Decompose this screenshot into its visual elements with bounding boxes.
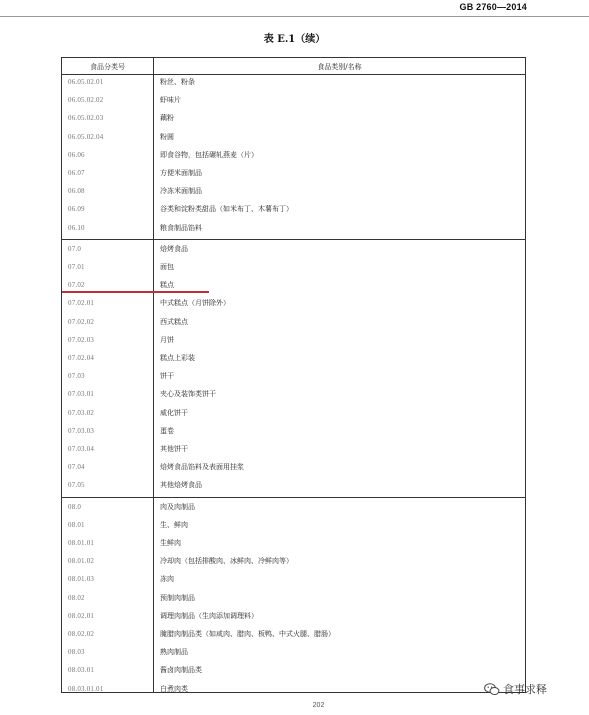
- table-row: [62, 423, 525, 440]
- table-row: [62, 590, 525, 607]
- column-header-code: 食品分类号: [90, 63, 125, 71]
- category-name: 冻肉: [160, 575, 174, 584]
- category-code: 06.07: [68, 169, 85, 177]
- header-rule: [0, 16, 589, 17]
- category-code: 07.01: [68, 263, 85, 271]
- table-row: [62, 662, 525, 679]
- table-row: [62, 295, 525, 312]
- category-name: 酱卤肉制品类: [160, 666, 202, 675]
- table-row: [62, 201, 525, 218]
- category-code: 06.08: [68, 187, 85, 196]
- category-code: 07.02.01: [68, 299, 95, 308]
- category-name: 虾味片: [160, 96, 181, 105]
- category-code: 08.01.02: [68, 557, 95, 566]
- category-code: 06.05.02.04: [68, 132, 104, 141]
- category-code: 07.04: [68, 463, 85, 472]
- category-name: 方便米面制品: [160, 169, 202, 177]
- table-title: 表 E.1（续）: [263, 34, 326, 45]
- table-row: [62, 608, 525, 625]
- table-row: [62, 241, 525, 258]
- highlight-underline: [62, 291, 209, 293]
- category-name: 生、鲜肉: [160, 520, 188, 529]
- category-name: 生鲜肉: [160, 539, 181, 547]
- category-code: 07.02.02: [68, 317, 95, 326]
- table-row: [62, 644, 525, 661]
- page-number: 202: [312, 702, 325, 709]
- category-name: 白煮肉类: [160, 684, 188, 693]
- category-code: 08.01.03: [68, 575, 95, 584]
- category-code: 06.05.02.01: [68, 78, 104, 86]
- table-header: [62, 58, 525, 75]
- category-code: 08.01: [68, 520, 85, 529]
- table-row: [62, 147, 525, 164]
- category-code: 07.05: [68, 481, 85, 490]
- table-row: [62, 332, 525, 349]
- category-code: 07.03.03: [68, 426, 95, 435]
- category-code: 08.02: [68, 593, 85, 602]
- category-code: 07.02.03: [68, 335, 95, 344]
- category-name: 熟肉制品: [160, 648, 188, 657]
- table-row: [62, 129, 525, 146]
- category-code: 07.03.01: [68, 390, 95, 399]
- category-name: 西式糕点: [160, 317, 188, 326]
- group-separator: [62, 239, 525, 240]
- category-name: 粉圆: [160, 132, 174, 141]
- category-name: 其他焙烤食品: [160, 481, 202, 490]
- category-name: 蛋卷: [160, 426, 174, 435]
- category-code: 07.03: [68, 372, 85, 381]
- column-header-name: 食品类别/名称: [317, 63, 362, 71]
- category-name: 藕粉: [160, 114, 174, 123]
- category-name: 饼干: [160, 372, 174, 381]
- category-name: 焙烤食品: [160, 244, 188, 253]
- table-row: [62, 259, 525, 276]
- category-code: 08.03.01.01: [68, 684, 104, 693]
- watermark: [484, 681, 547, 697]
- category-code: 06.06: [68, 150, 85, 159]
- table-row: [62, 350, 525, 367]
- group-separator: [62, 497, 525, 498]
- table-row: [62, 681, 525, 698]
- category-code: 08.02.01: [68, 611, 95, 620]
- category-code: 06.05.02.03: [68, 114, 104, 123]
- category-code: 08.01.01: [68, 539, 95, 547]
- category-name: 糕点上彩装: [160, 354, 195, 362]
- category-code: 07.02: [68, 281, 85, 290]
- category-code: 06.05.02.02: [68, 96, 104, 105]
- table-row: [62, 405, 525, 422]
- table-row: [62, 499, 525, 516]
- category-name: 粮食制品馅料: [160, 223, 202, 232]
- food-category-table: [61, 57, 526, 693]
- table-row: [62, 535, 525, 552]
- category-code: 07.02.04: [68, 354, 95, 362]
- category-code: 08.0: [68, 502, 82, 511]
- category-code: 08.03: [68, 648, 85, 657]
- table-row: [62, 477, 525, 494]
- table-row: [62, 165, 525, 182]
- category-name: 冷冻米面制品: [160, 187, 202, 196]
- table-row: [62, 183, 525, 200]
- category-name: 中式糕点（月饼除外）: [160, 299, 230, 308]
- table-row: [62, 220, 525, 237]
- category-code: 08.03.01: [68, 666, 95, 675]
- category-name: 谷类和淀粉类甜品（如米布丁、木薯布丁）: [160, 205, 293, 214]
- table-row: [62, 441, 525, 458]
- category-name: 面包: [160, 263, 174, 271]
- category-name: 糕点: [160, 281, 174, 290]
- category-code: 06.10: [68, 223, 85, 232]
- category-name: 冷却肉（包括排酸肉、冰鲜肉、冷鲜肉等）: [160, 557, 293, 566]
- category-name: 即食谷物，包括碾轧燕麦（片）: [160, 150, 258, 159]
- category-code: 06.09: [68, 205, 85, 214]
- watermark-text: 食事求释: [503, 683, 547, 696]
- category-name: 其他饼干: [160, 445, 188, 453]
- table-row: [62, 553, 525, 570]
- category-code: 07.03.04: [68, 445, 95, 453]
- table-row: [62, 110, 525, 127]
- table-row: [62, 92, 525, 109]
- category-name: 月饼: [160, 335, 174, 344]
- category-name: 威化饼干: [160, 408, 188, 417]
- table-row: [62, 459, 525, 476]
- category-name: 夹心及装饰类饼干: [160, 390, 216, 399]
- category-name: 粉丝、粉条: [160, 78, 195, 86]
- category-name: 预制肉制品: [160, 593, 195, 602]
- category-code: 07.0: [68, 244, 82, 253]
- category-code: 07.03.02: [68, 408, 95, 417]
- category-name: 肉及肉制品: [160, 502, 195, 511]
- table-row: [62, 626, 525, 643]
- table-row: [62, 314, 525, 331]
- table-row: [62, 386, 525, 403]
- table-row: [62, 74, 525, 91]
- table-row: [62, 517, 525, 534]
- category-name: 腌腊肉制品类（如咸肉、腊肉、板鸭、中式火腿、腊肠）: [160, 630, 335, 638]
- table-row: [62, 571, 525, 588]
- category-code: 08.02.02: [68, 630, 95, 638]
- table-row: [62, 368, 525, 385]
- standard-code: GB 2760—2014: [459, 2, 527, 12]
- wechat-icon: [484, 683, 500, 696]
- category-name: 调理肉制品（生肉添加调理料）: [160, 611, 258, 620]
- category-name: 焙烤食品馅料及表面用挂浆: [160, 463, 244, 472]
